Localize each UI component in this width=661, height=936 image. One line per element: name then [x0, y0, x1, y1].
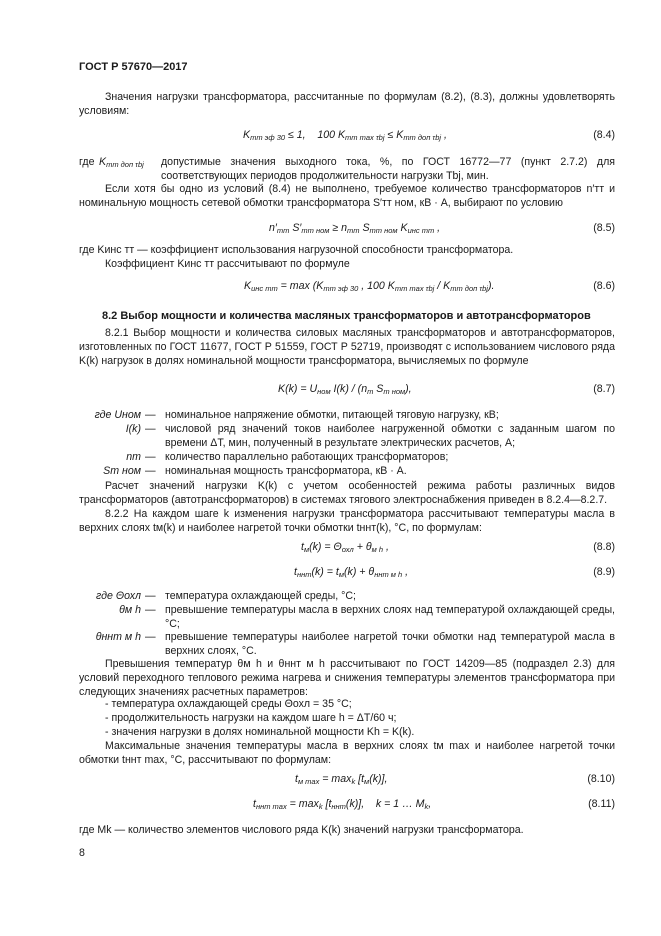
definition-s-nom: Sт ном — номинальная мощность трансформатора, кВ · А. — [79, 464, 615, 478]
equation-8-11: $t_{ннт max} = \max_k [t_{ннт}(k)]$, k = 1 … $M_k$, (8.11) — [253, 798, 615, 811]
definition-theta-m-h: θм h — превышение температуры масла в верхних слоях над температурой охлаждающей среды, °С; — [79, 603, 615, 631]
definition-kdop: где $K_{тт доп \tau bj}$ допустимые значения выходного тока, %, по ГОСТ 16772—77 (пункт 2.7.2) для соответствующих периодов продолжительности нагрузки Tbj, мин. — [79, 156, 615, 182]
list-item: - значения нагрузки в долях номинальной мощности Kh = K(k). — [105, 726, 415, 738]
definition-symbol: Sт ном — [103, 465, 141, 477]
equation-number: (8.10) — [587, 773, 615, 785]
paragraph-6: 8.2.2 На каждом шаге k изменения нагрузки трансформатора рассчитывают температуры масла в верхних слоях tм(k) и наиболее нагретой точки обмотки tннт(k), °С, по формулам: — [79, 508, 615, 534]
equation-number: (8.7) — [593, 383, 615, 395]
list-item: - температура охлаждающей среды Θохл = 35 °С; — [105, 698, 352, 710]
equation-8-6: $K_{инс тт} = \max (K_{тт эф 30}$ , 100 $K_{тт max \tau bj} / K_{тт доп \tau bj}$). (8.6) — [244, 280, 615, 293]
page-number: 8 — [79, 847, 85, 859]
definition-symbol: I(k) — [125, 423, 141, 435]
equation-8-7: $K(k) = U_{ном}$ $I(k) / (n_т$ $S_{т ном}$), (8.7) — [278, 383, 615, 396]
paragraph-2: Если хотя бы одно из условий (8.4) не выполнено, требуемое количество трансформаторов n′тт и номинальную мощность сетевой обмотки трансформатора S′тт ном, кВ · А, выбирают по условию — [79, 183, 615, 209]
list-item: - продолжительность нагрузки на каждом шаге h = ΔT/60 ч; — [105, 712, 397, 724]
equation-number: (8.8) — [593, 541, 615, 553]
definition-symbol: где Uном — [94, 409, 141, 421]
definition-theta-nnt: θннт м h — превышение температуры наиболее нагретой точки обмотки над температурой масла в верхних слоях, °С. — [79, 630, 615, 658]
definition-symbol: θм h — [119, 604, 141, 616]
paragraph-4: 8.2.1 Выбор мощности и количества силовых масляных трансформаторов и автотрансформаторов, изготовленных по ГОСТ 11677, ГОСТ Р 51559, ГОСТ Р 52719, производят с использованием числового ряда K(k) нагрузок в долях номинальной мощности трансформатора, вычисляемых по формуле — [79, 327, 615, 367]
definition-i-k: I(k) — числовой ряд значений токов наиболее нагруженной обмотки с заданным шагом по времени ΔT, мин, полученный в результате электрических расчетов, А; — [79, 422, 615, 450]
equation-number: (8.4) — [593, 129, 615, 141]
definition-text: превышение температуры масла в верхних слоях над температурой охлаждающей среды, °С; — [165, 604, 615, 630]
definition-symbol: nт — [126, 451, 141, 463]
definition-kins: где Kинс тт — коэффициент использования нагрузочной способности трансформатора. — [79, 244, 514, 256]
definition-text: превышение температуры наиболее нагретой точки обмотки над температурой масла в верхних слоях, °С. — [165, 631, 615, 657]
definition-symbol: θннт м h — [95, 631, 141, 643]
equation-number: (8.11) — [588, 798, 615, 810]
equation-number: (8.6) — [593, 280, 615, 292]
equation-8-9: $t_{ннт}(k) = t_м(k) + \theta_{ннт м h}$ , (8.9) — [294, 566, 615, 579]
definition-theta-okhl: где Θохл — температура охлаждающей среды, °С; — [79, 589, 615, 603]
definition-text: количество параллельно работающих трансформаторов; — [165, 451, 449, 463]
definition-u-nom: где Uном — номинальное напряжение обмотки, питающей тяговую нагрузку, кВ; — [79, 408, 615, 422]
paragraph-9: где Mk — количество элементов числового ряда K(k) значений нагрузки трансформатора. — [79, 824, 524, 836]
section-title: 8.2 Выбор мощности и количества масляных трансформаторов и автотрансформаторов — [102, 310, 591, 322]
equation-number: (8.9) — [593, 566, 615, 578]
equation-number: (8.5) — [593, 222, 615, 234]
definition-symbol: где Θохл — [96, 590, 141, 602]
definition-text: температура охлаждающей среды, °С; — [165, 590, 356, 602]
definition-n-t: nт — количество параллельно работающих трансформаторов; — [79, 450, 615, 464]
equation-8-10: $t_{м max} = \max_k [t_м(k)]$, (8.10) — [295, 773, 615, 786]
definition-text: номинальная мощность трансформатора, кВ · А. — [165, 465, 407, 477]
equation-8-5: $n'_{тт}$ $S'_{тт ном} \ge n_{тт}$ $S_{тт ном}$ $K_{инс тт}$ , (8.5) — [269, 222, 615, 235]
paragraph-5: Расчет значений нагрузки K(k) с учетом особенностей режима работы различных видов трансформаторов (автотрансформаторов) в системах тягового электроснабжения приведен в 8.2.4—8.2.7. — [79, 480, 615, 506]
paragraph-1: Значения нагрузки трансформатора, рассчитанные по формулам (8.2), (8.3), должны удовлетворять условиям: — [79, 91, 615, 117]
doc-header: ГОСТ Р 57670—2017 — [79, 61, 188, 73]
equation-8-4: $K_{тт эф 30} \le 1$, 100 $K_{тт max \tau bj} \le K_{тт доп \tau bj}$ , (8.4) — [243, 129, 615, 142]
paragraph-3: Коэффициент Kинс тт рассчитывают по формуле — [105, 258, 350, 270]
paragraph-8: Максимальные значения температуры масла в верхних слоях tм max и наиболее нагретой точки обмотки tннт max, °С, рассчитывают по формулам: — [79, 740, 615, 766]
definition-text: допустимые значения выходного тока, %, по ГОСТ 16772—77 (пункт 2.7.2) для соответствующих периодов продолжительности нагрузки Tbj, мин. — [161, 156, 615, 182]
definition-text: номинальное напряжение обмотки, питающей тяговую нагрузку, кВ; — [165, 409, 499, 421]
paragraph-7: Превышения температур θм h и θннт м h рассчитывают по ГОСТ 14209—85 (подраздел 2.3) для условий переходного теплового режима нагрева и снижения температуры элементов трансформатора при следующих значениях расчетных параметров: — [79, 658, 615, 698]
equation-8-8: $t_м(k) = \Theta_{охл} + \theta_{м h}$ , (8.8) — [301, 541, 615, 554]
definition-text: числовой ряд значений токов наиболее нагруженной обмотки с заданным шагом по времени ΔT, мин, полученный в результате электрических расчетов, А; — [165, 423, 615, 449]
